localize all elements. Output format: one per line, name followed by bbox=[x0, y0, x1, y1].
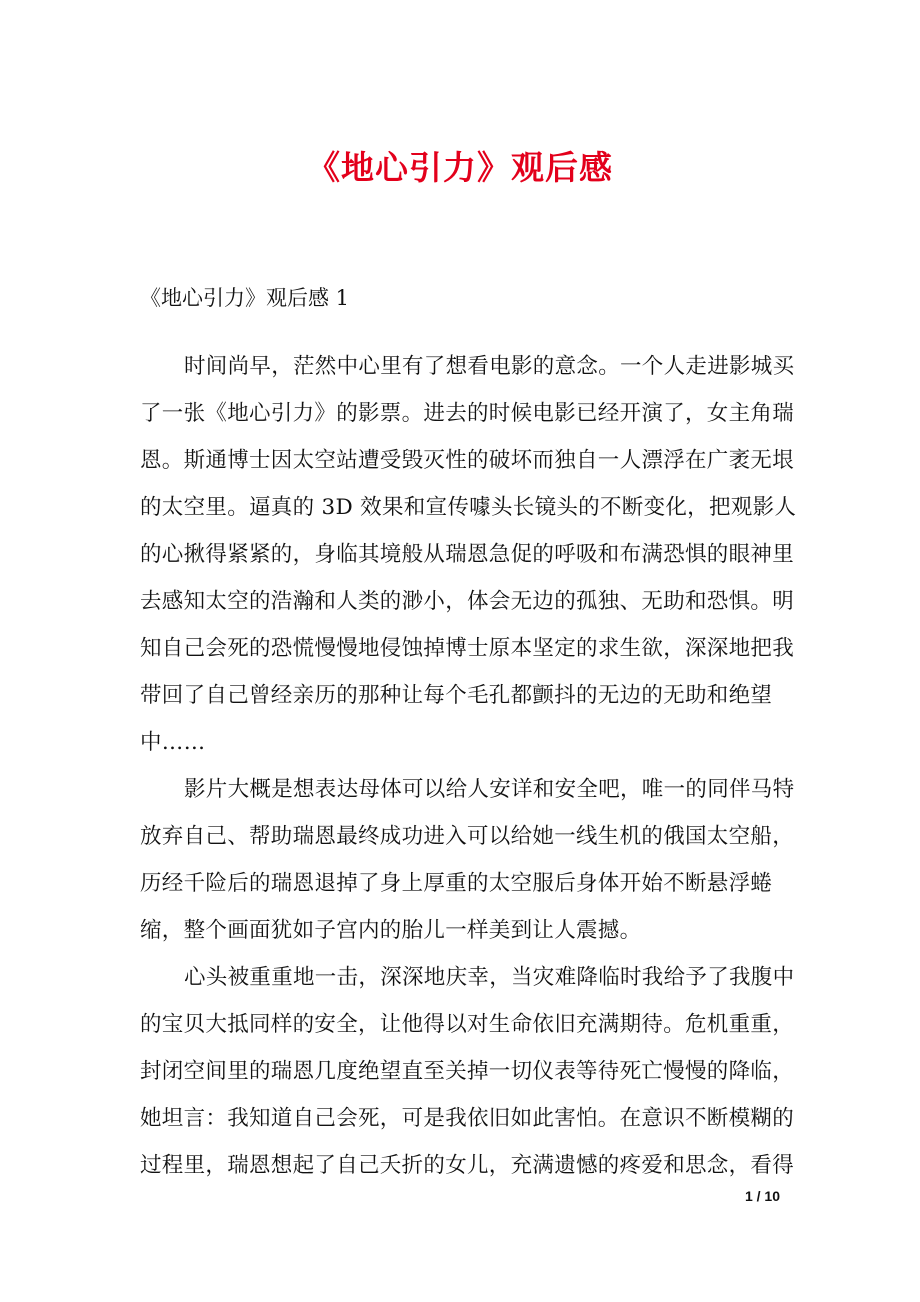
paragraph-line: 的心揪得紧紧的，身临其境般从瑞恩急促的呼吸和布满恐惧的眼神里 bbox=[140, 542, 795, 567]
paragraph-line: 放弃自己、帮助瑞恩最终成功进入可以给她一线生机的俄国太空船， bbox=[140, 824, 795, 849]
section-heading: 《地心引力》观后感 1 bbox=[140, 286, 350, 310]
paragraph-line: 的宝贝大抵同样的安全，让他得以对生命依旧充满期待。危机重重， bbox=[140, 1012, 795, 1037]
paragraph-line: 缩，整个画面犹如子宫内的胎儿一样美到让人震撼。 bbox=[140, 918, 642, 943]
document-body bbox=[140, 350, 797, 1196]
paragraph-line: 过程里，瑞恩想起了自己夭折的女儿，充满遗憾的疼爱和思念，看得 bbox=[140, 1153, 795, 1178]
page-number: 1 / 10 bbox=[744, 1188, 780, 1204]
paragraph-line: 了一张《地心引力》的影票。进去的时候电影已经开演了，女主角瑞 bbox=[140, 401, 795, 426]
paragraph bbox=[140, 350, 797, 773]
paragraph-line: 她坦言：我知道自己会死，可是我依旧如此害怕。在意识不断模糊的 bbox=[140, 1106, 795, 1131]
paragraph-line: 中…… bbox=[140, 730, 206, 755]
paragraph-line: 时间尚早，茫然中心里有了想看电影的意念。一个人走进影城买 bbox=[184, 354, 795, 379]
paragraph-line: 带回了自己曾经亲历的那种让每个毛孔都颤抖的无边的无助和绝望 bbox=[140, 683, 773, 708]
document-title: 《地心引力》观后感 bbox=[307, 148, 613, 187]
paragraph bbox=[140, 961, 795, 1196]
paragraph-line: 影片大概是想表达母体可以给人安详和安全吧，唯一的同伴马特 bbox=[184, 777, 795, 802]
paragraph-line: 心头被重重地一击，深深地庆幸，当灾难降临时我给予了我腹中 bbox=[184, 965, 795, 990]
paragraph-line: 封闭空间里的瑞恩几度绝望直至关掉一切仪表等待死亡慢慢的降临， bbox=[140, 1059, 795, 1084]
paragraph-line: 去感知太空的浩瀚和人类的渺小，体会无边的孤独、无助和恐惧。明 bbox=[140, 589, 795, 614]
paragraph bbox=[140, 773, 795, 961]
paragraph-line: 的太空里。逼真的 3D 效果和宣传噱头长镜头的不断变化，把观影人 bbox=[140, 495, 797, 520]
paragraph-line: 历经千险后的瑞恩退掉了身上厚重的太空服后身体开始不断悬浮蜷 bbox=[140, 871, 773, 896]
paragraph-line: 知自己会死的恐慌慢慢地侵蚀掉博士原本坚定的求生欲，深深地把我 bbox=[140, 636, 795, 661]
paragraph-line: 恩。斯通博士因太空站遭受毁灭性的破坏而独自一人漂浮在广袤无垠 bbox=[140, 448, 795, 473]
